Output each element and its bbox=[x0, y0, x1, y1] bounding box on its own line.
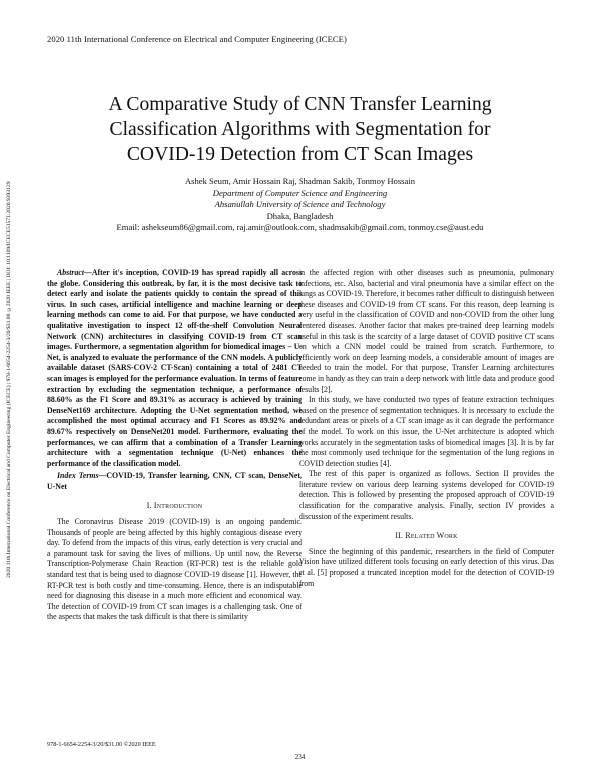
section-heading-related-work: II. Related Work bbox=[395, 531, 458, 541]
page-number: 234 bbox=[294, 753, 306, 761]
author-location: Dhaka, Bangladesh bbox=[266, 210, 334, 221]
abstract-text: —After it's inception, COVID-19 has spread rapidly all across the globe. Considering this outbreak, by far, it is the most decisive task to detect early and isolate the patients quickly to contain the spread of this virus. In such cases, artificial intelligence and machine learning or deep learning methods can come to aid. For that purpose, we have conducted a qualitative investigation to inspect 12 off-the-shelf Convolution Neural Network (CNN) architectures in classifying COVID-19 from CT scan images. Furthermore, a segmentation algorithm for biomedical images – U-Net, is analyzed to evaluate the performance of the CNN models. A publicly available dataset (SARS-COV-2 CT-Scan) containing a total of 2481 CT scan images is employed for the performance evaluation. In terms of feature extraction by excluding the segmentation technique, a performance of 88.60% as the F1 Score and 89.31% as accuracy is achieved by training DenseNet169 architecture. Adopting the U-Net segmentation method, we accomplished the most optimal accuracy and F1 Scores as 89.92% and 89.67% respectively on DenseNet201 model. Furthermore, evaluating the performances, we can affirm that a combination of a Transfer Learning architecture with a segmentation technique (U-Net) enhances the performance of the classification model. bbox=[47, 268, 302, 468]
title-line-2: Classification Algorithms with Segmentation for bbox=[109, 119, 491, 140]
author-block bbox=[40, 176, 560, 234]
side-margin-identifier: 2020 11th International Conference on Electrical and Computer Engineering (ICECE) | 978-1-6654-2254-3/20/$31.00 ©2020 IEEE | DOI: 10.1109/ICECE51571.2020.9393129 bbox=[6, 181, 12, 579]
intro-paragraph-3: The rest of this paper is organized as follows. Section II provides the literature review on various deep learning systems developed for COVID-19 detection. This is followed by presenting the proposed approach of COVID-19 classification for the comparative analysis. Finally, section IV provides a discussion of the experiment results. bbox=[299, 469, 554, 521]
title-line-3: COVID-19 Detection from CT Scan Images bbox=[126, 144, 474, 165]
title-line-1: A Comparative Study of CNN Transfer Learning bbox=[108, 94, 492, 115]
author-university: Ahsanullah University of Science and Technology bbox=[214, 199, 386, 209]
intro-paragraph-1-continued: in the affected region with other diseases such as pneumonia, pulmonary infections, etc. Also, bacterial and viral pneumonia have a similar effect on the lungs as COVID-19. Therefore, it becomes rather difficult to distinguish between these diseases and COVID-19 from CT scans. For this reason, deep learning is very useful in the classification of COVID and non-COVID from the other lung centered diseases. Another factor that makes pre-trained deep learning models useful in this task is the scarcity of a large dataset of COVID positive CT scans on which a CNN model could be trained from scratch. Furthermore, to efficiently work on deep learning models, a considerable amount of images are needed to train the model. For that purpose, Transfer Learning architectures come in handy as they can train a deep network with little data and produce good results [2]. bbox=[299, 268, 555, 394]
related-work-paragraph-1: Since the beginning of this pandemic, researchers in the field of Computer Vision have utilized different tools focusing on early detection of this virus. Das et al. [5] proposed a truncated inception model for the detection of COVID-19 from bbox=[299, 546, 554, 588]
author-department: Department of Computer Science and Engineering bbox=[212, 187, 388, 198]
intro-paragraph-1: The Coronavirus Disease 2019 (COVID-19) is an ongoing pandemic. Thousands of people are being affected by this highly contagious disease every day. To defend from the impacts of this virus, early detection is very crucial and a paramount task for saving the lives of millions. Up until now, the Reverse Transcription-Polymerase Chain Reaction (RT-PCR) test is the reliable gold standard test that is being used to diagnose COVID-19 disease [1]. However, the RT-PCR test is both costly and time-consuming. Hence, there is an indisputable need for diagnosing this disease in a much more efficient and economical way. The detection of COVID-19 from CT scan images is a challenging task. One of the aspects that makes the task difficult is that there is similarity bbox=[47, 517, 302, 622]
section-heading-introduction: I. Introduction bbox=[146, 501, 203, 511]
intro-paragraph-2: In this study, we have conducted two types of feature extraction techniques based on the presence of segmentation techniques. It is necessary to exclude the redundant areas or pixels of a CT scan image as it can degrade the performance of the model. To work on this issue, the U-Net architecture is adopted which works accurately in the segmentation tasks of biomedical images [3]. It is by far the most commonly used technique for the segmentation of the lung regions in COVID detection studies [4]. bbox=[299, 395, 554, 468]
conference-header: 2020 11th International Conference on Electrical and Computer Engineering (ICECE) bbox=[47, 34, 347, 44]
author-names: Ashek Seum, Amir Hossain Raj, Shadman Sakib, Tonmoy Hossain bbox=[184, 176, 416, 186]
index-terms bbox=[47, 471, 302, 492]
index-terms-label: Index Terms bbox=[57, 471, 99, 481]
right-column bbox=[299, 268, 554, 589]
index-terms-text: —COVID-19, Transfer learning, CNN, CT scan, DenseNet, U-Net bbox=[47, 471, 302, 491]
abstract bbox=[47, 268, 302, 469]
paper-title bbox=[40, 92, 560, 167]
left-column bbox=[47, 268, 302, 623]
abstract-label: Abstract bbox=[57, 268, 85, 277]
author-emails: Email: ashekseum86@gmail.com, raj.amir@outlook.com, shadmsakib@gmail.com, tonmoy.cse@aust.edu bbox=[116, 222, 484, 232]
footer-isbn: 978-1-6654-2254-3/20/$31.00 ©2020 IEEE bbox=[47, 741, 156, 748]
